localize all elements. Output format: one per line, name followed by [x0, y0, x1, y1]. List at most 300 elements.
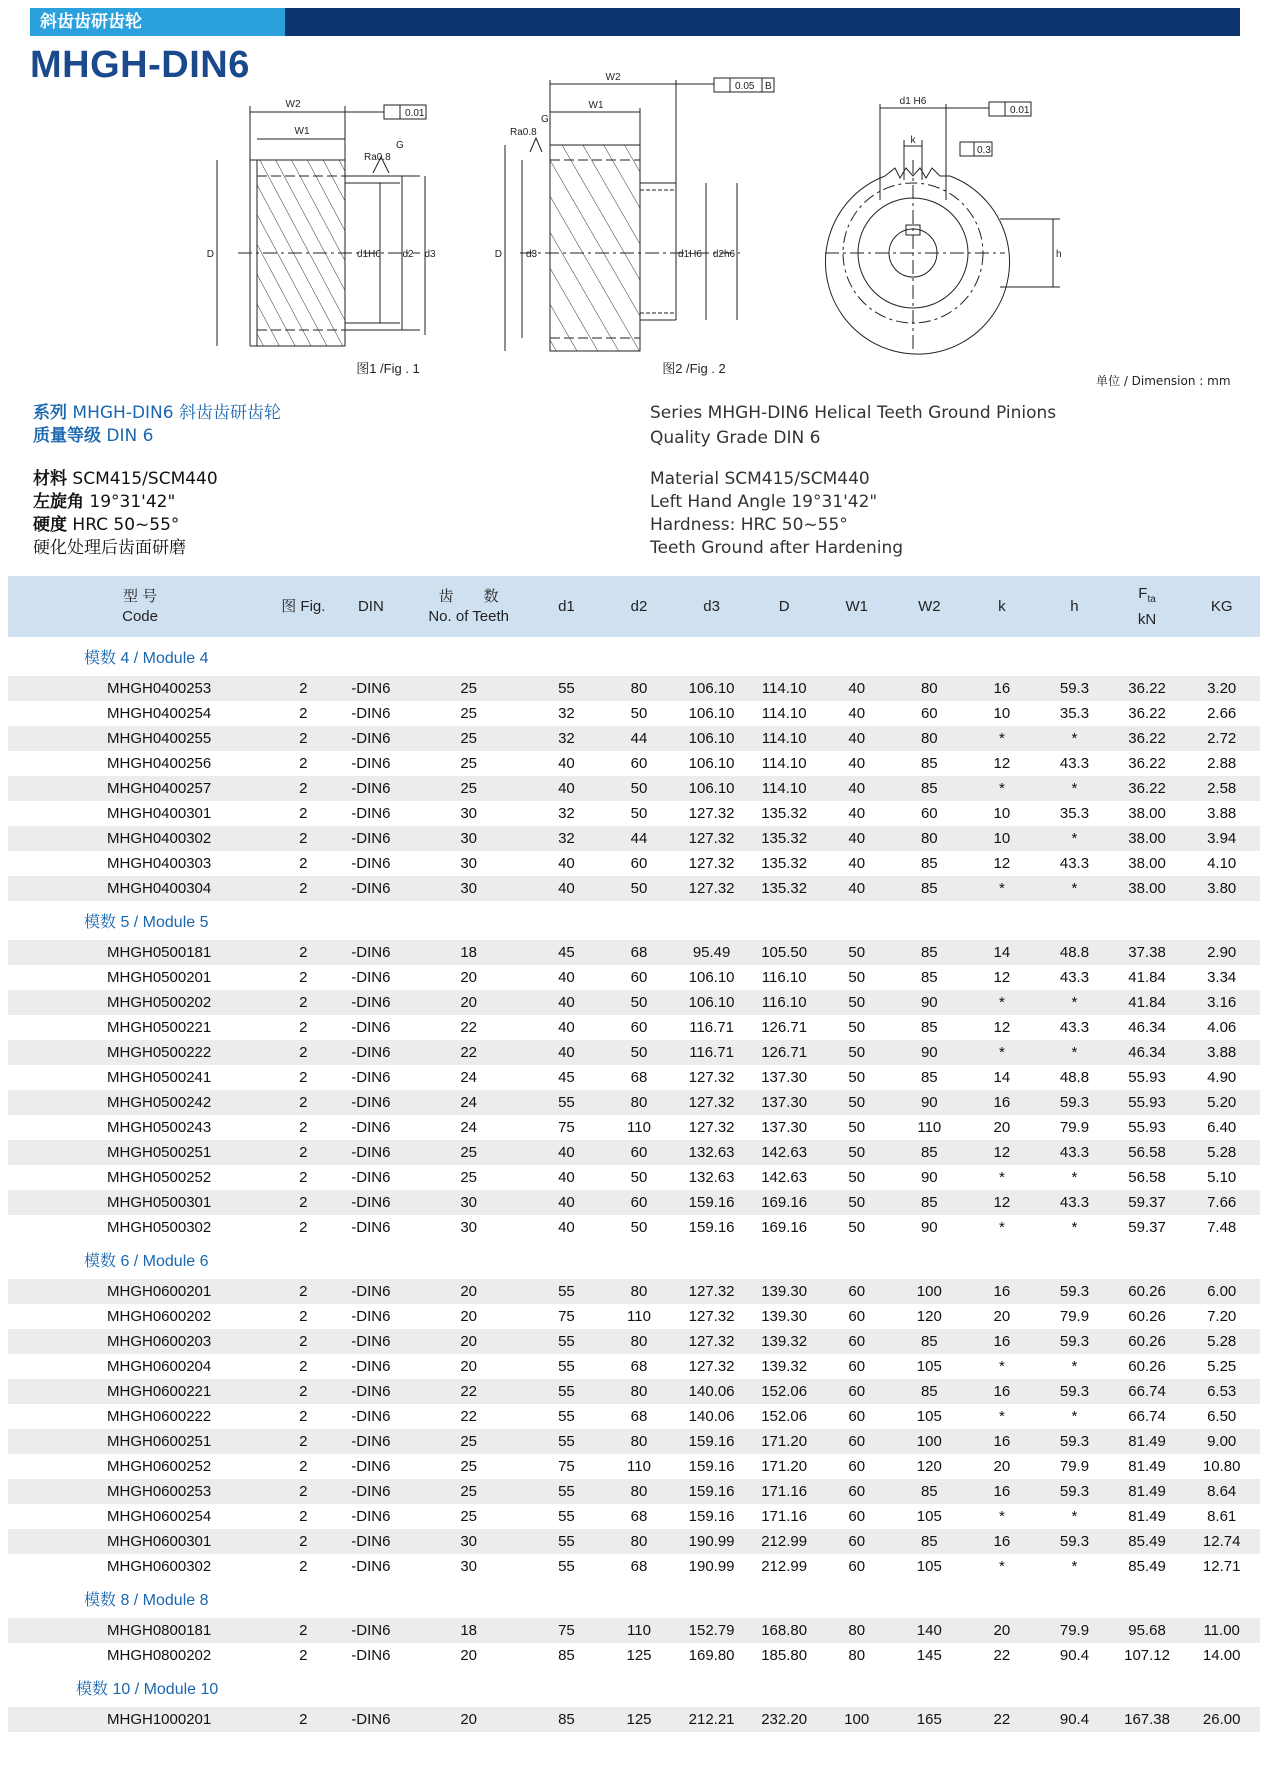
table-cell: 171.20: [761, 1458, 808, 1475]
table-cell: 41.84: [1128, 969, 1166, 986]
table-cell: 5.28: [1183, 1329, 1260, 1354]
table-cell: 25: [407, 776, 530, 801]
table-cell: *: [998, 1508, 1005, 1525]
table-cell: 30: [407, 876, 530, 901]
table-cell: 25: [407, 1479, 530, 1504]
table-cell: 50: [603, 776, 676, 801]
table-cell: 50: [603, 876, 676, 901]
table-cell: 16: [966, 1090, 1039, 1115]
table-cell: 20: [993, 1458, 1011, 1475]
table-row: [8, 1015, 1260, 1040]
table-cell: 20: [460, 1358, 477, 1375]
table-cell: *: [966, 876, 1039, 901]
table-cell: 40: [558, 755, 575, 772]
table-cell: 20: [460, 1647, 477, 1664]
section-row: [8, 901, 1260, 940]
table-cell: 137.30: [761, 1119, 808, 1136]
table-cell: 30: [460, 805, 477, 822]
table-cell: 50: [603, 990, 676, 1015]
table-cell: 40: [848, 705, 866, 722]
table-cell: 80: [603, 1379, 676, 1404]
table-cell: 171.16: [761, 1508, 808, 1525]
unit-note: 单位 / Dimension : mm: [1096, 374, 1231, 388]
table-cell: 2: [299, 1219, 308, 1236]
col-kg: KG: [1183, 576, 1260, 637]
table-cell: 59.3: [1038, 1479, 1111, 1504]
table-cell: 2: [299, 1558, 308, 1575]
table-row: [8, 965, 1260, 990]
table-cell: 55: [530, 1090, 603, 1115]
table-cell: -DIN6: [335, 1329, 408, 1354]
table-cell: 9.00: [1183, 1429, 1260, 1454]
table-cell: 68: [630, 1358, 648, 1375]
table-cell: 85: [893, 1329, 966, 1354]
code-cell: MHGH1000201: [8, 1707, 272, 1732]
table-cell: 165: [893, 1707, 966, 1732]
table-cell: 20: [407, 1329, 530, 1354]
table-cell: 81.49: [1111, 1479, 1184, 1504]
table-cell: 85: [558, 1647, 575, 1664]
table-cell: 50: [820, 1090, 893, 1115]
table-cell: 50: [820, 1190, 893, 1215]
table-cell: 79.9: [1059, 1458, 1090, 1475]
table-cell: 132.63: [675, 1140, 748, 1165]
table-cell: 2: [299, 805, 308, 822]
table-row: [8, 1429, 1260, 1454]
table-cell: 80: [603, 1090, 676, 1115]
fig1-ra-label: Ra0.8: [364, 152, 391, 163]
table-cell: 14: [993, 1069, 1011, 1086]
table-cell: 66.74: [1128, 1408, 1166, 1425]
table-row: [8, 1065, 1260, 1090]
table-cell: 59.3: [1038, 676, 1111, 701]
table-row: [8, 826, 1260, 851]
table-cell: 80: [603, 1429, 676, 1454]
table-cell: 6.00: [1183, 1279, 1260, 1304]
table-cell: 142.63: [761, 1169, 808, 1186]
table-cell: 171.16: [748, 1479, 821, 1504]
cn-material-label: 材料: [33, 469, 67, 489]
table-cell: 80: [603, 1529, 676, 1554]
table-cell: 75: [558, 1119, 575, 1136]
page-title: MHGH-DIN6: [30, 44, 250, 86]
table-cell: 60: [848, 1558, 866, 1575]
table-cell: 81.49: [1128, 1458, 1166, 1475]
table-cell: 50: [848, 1219, 866, 1236]
section-title: 模数 10 / Module 10: [76, 1681, 219, 1698]
table-cell: *: [1071, 1169, 1078, 1186]
code-cell: MHGH0400256: [107, 755, 212, 772]
table-cell: 80: [893, 676, 966, 701]
table-cell: 2: [299, 1508, 308, 1525]
section-row: [8, 1240, 1260, 1279]
table-cell: -DIN6: [335, 1190, 408, 1215]
table-cell: 40: [530, 876, 603, 901]
table-cell: 55: [558, 1558, 575, 1575]
table-cell: 137.30: [761, 1069, 808, 1086]
table-cell: 50: [820, 1140, 893, 1165]
table-cell: 60: [603, 1190, 676, 1215]
table-cell: 135.32: [748, 876, 821, 901]
table-cell: 114.10: [748, 776, 821, 801]
table-cell: 85: [893, 1479, 966, 1504]
table-cell: 185.80: [761, 1647, 808, 1664]
code-cell: MHGH0600222: [107, 1408, 212, 1425]
table-cell: 20: [993, 1119, 1011, 1136]
code-cell: MHGH0400255: [8, 726, 272, 751]
table-cell: 36.22: [1128, 755, 1166, 772]
code-cell: MHGH0500243: [107, 1119, 212, 1136]
table-cell: 40: [848, 855, 866, 872]
code-cell: MHGH0500252: [107, 1169, 212, 1186]
table-cell: 106.10: [675, 726, 748, 751]
table-cell: 2: [272, 1618, 334, 1643]
en-process-line: Teeth Ground after Hardening: [650, 538, 904, 558]
table-cell: 2: [299, 1169, 308, 1186]
table-cell: 110: [627, 1458, 651, 1475]
table-row: [8, 776, 1260, 801]
table-cell: *: [1071, 1358, 1078, 1375]
en-grade-line: Quality Grade DIN 6: [650, 428, 821, 448]
table-cell: 2: [272, 1429, 334, 1454]
table-cell: 40: [530, 1140, 603, 1165]
table-cell: 40: [530, 1190, 603, 1215]
table-cell: -DIN6: [335, 1529, 408, 1554]
table-cell: 168.80: [748, 1618, 821, 1643]
table-cell: 2.90: [1183, 940, 1260, 965]
table-cell: 20: [966, 1618, 1039, 1643]
code-cell: MHGH0500222: [8, 1040, 272, 1065]
table-cell: -DIN6: [335, 940, 408, 965]
table-cell: *: [998, 1169, 1005, 1186]
table-cell: 169.16: [748, 1190, 821, 1215]
table-cell: 46.34: [1128, 1019, 1166, 1036]
section-title: 模数 4 / Module 4: [84, 650, 209, 667]
table-row: [8, 751, 1260, 776]
table-cell: 159.16: [688, 1458, 735, 1475]
table-cell: *: [998, 1558, 1005, 1575]
table-cell: 30: [460, 1558, 477, 1575]
table-cell: *: [1071, 1408, 1078, 1425]
table-cell: 68: [630, 1558, 648, 1575]
table-cell: 159.16: [675, 1190, 748, 1215]
code-cell: MHGH0600254: [107, 1508, 212, 1525]
table-cell: 5.20: [1183, 1090, 1260, 1115]
table-cell: 85: [530, 1707, 603, 1732]
code-cell: MHGH0600252: [107, 1458, 212, 1475]
code-cell: MHGH0600204: [107, 1358, 212, 1375]
table-cell: *: [966, 990, 1039, 1015]
table-cell: *: [966, 1040, 1039, 1065]
table-cell: 55: [530, 1479, 603, 1504]
table-cell: 40: [820, 676, 893, 701]
table-cell: 40: [530, 1040, 603, 1065]
table-cell: 110: [917, 1119, 942, 1136]
table-cell: 132.63: [688, 1169, 735, 1186]
table-cell: 100: [893, 1279, 966, 1304]
table-cell: 159.16: [688, 1219, 735, 1236]
code-cell: MHGH0400301: [107, 805, 212, 822]
table-cell: 14: [966, 940, 1039, 965]
cn-series-value: MHGH-DIN6 斜齿齿研齿轮: [72, 403, 281, 423]
table-cell: 106.10: [688, 705, 735, 722]
table-cell: 20: [407, 1279, 530, 1304]
en-material-line: Material SCM415/SCM440: [650, 469, 870, 489]
table-cell: 2: [272, 990, 334, 1015]
section-title: 模数 5 / Module 5: [84, 914, 209, 931]
table-cell: 50: [630, 1169, 648, 1186]
table-cell: 139.32: [761, 1358, 808, 1375]
table-cell: 55: [558, 1508, 575, 1525]
table-cell: -DIN6: [351, 855, 391, 872]
table-cell: 41.84: [1111, 990, 1184, 1015]
table-cell: 85: [893, 1529, 966, 1554]
table-cell: 55.93: [1111, 1090, 1184, 1115]
table-cell: 46.34: [1111, 1040, 1184, 1065]
table-cell: 55.93: [1128, 1069, 1166, 1086]
table-row: [8, 1215, 1260, 1240]
table-cell: *: [998, 1219, 1005, 1236]
table-cell: 81.49: [1128, 1508, 1166, 1525]
fig1-w1-label: W1: [294, 126, 310, 137]
table-cell: 2.72: [1183, 726, 1260, 751]
en-hardness-line: Hardness: HRC 50~55°: [650, 515, 848, 535]
table-cell: 50: [630, 1219, 648, 1236]
table-cell: 60: [848, 1308, 866, 1325]
table-cell: 127.32: [688, 855, 735, 872]
table-cell: 38.00: [1111, 826, 1184, 851]
table-cell: -DIN6: [335, 676, 408, 701]
table-cell: 120: [916, 1308, 942, 1325]
col-din: DIN: [335, 576, 408, 637]
table-cell: 26.00: [1183, 1707, 1260, 1732]
table-cell: 55: [558, 1408, 575, 1425]
table-cell: 85: [893, 1379, 966, 1404]
table-cell: 55: [558, 1358, 575, 1375]
cn-angle-line: [33, 491, 175, 514]
table-cell: -DIN6: [351, 1019, 391, 1036]
table-cell: 45: [530, 940, 603, 965]
table-cell: 60: [920, 805, 938, 822]
table-cell: 2: [299, 705, 308, 722]
table-cell: 20: [407, 1707, 530, 1732]
cn-grade-value: DIN 6: [106, 426, 154, 446]
table-cell: 55: [530, 1429, 603, 1454]
table-cell: 32: [558, 805, 575, 822]
table-cell: 60: [820, 1379, 893, 1404]
table-row: [8, 1165, 1260, 1190]
table-cell: 2: [299, 1458, 308, 1475]
table-cell: 105.50: [748, 940, 821, 965]
table-cell: 24: [460, 1069, 477, 1086]
code-cell: MHGH0500221: [107, 1019, 212, 1036]
table-cell: 60: [820, 1529, 893, 1554]
table-cell: 30: [407, 1190, 530, 1215]
table-cell: 50: [820, 1040, 893, 1065]
table-cell: 140.06: [688, 1408, 735, 1425]
table-cell: 32: [530, 726, 603, 751]
table-cell: -DIN6: [351, 1219, 391, 1236]
table-cell: 32: [530, 826, 603, 851]
table-cell: 2: [272, 826, 334, 851]
table-cell: 25: [460, 1508, 477, 1525]
table-cell: 105: [916, 1558, 942, 1575]
table-row: [8, 1090, 1260, 1115]
table-cell: 100: [893, 1429, 966, 1454]
table-cell: 55: [530, 1529, 603, 1554]
table-cell: 127.32: [688, 1358, 735, 1375]
table-cell: -DIN6: [351, 969, 391, 986]
table-cell: 80: [848, 1647, 866, 1664]
table-cell: 48.8: [1059, 1069, 1090, 1086]
col-h: h: [1038, 576, 1111, 637]
table-cell: 10: [966, 826, 1039, 851]
table-cell: 20: [407, 990, 530, 1015]
table-cell: 95.68: [1111, 1618, 1184, 1643]
fig1-g-label: G: [396, 140, 404, 151]
code-cell: MHGH0500181: [8, 940, 272, 965]
table-cell: 25: [460, 755, 477, 772]
table-cell: 2: [272, 1279, 334, 1304]
table-cell: -DIN6: [351, 805, 391, 822]
table-cell: 85: [893, 1190, 966, 1215]
fig3-h-label: h: [1056, 249, 1062, 260]
table-row: [8, 1504, 1260, 1529]
table-cell: 114.10: [748, 726, 821, 751]
table-cell: 25: [460, 705, 477, 722]
table-row: [8, 1329, 1260, 1354]
table-cell: 85: [920, 855, 938, 872]
fig2-D-label: D: [494, 249, 502, 260]
table-cell: 36.22: [1111, 726, 1184, 751]
table-cell: 40: [820, 876, 893, 901]
table-cell: 60: [820, 1429, 893, 1454]
col-d2: d2: [603, 576, 676, 637]
table-cell: 50: [603, 1040, 676, 1065]
table-cell: 60.26: [1111, 1329, 1184, 1354]
code-cell: MHGH0600251: [8, 1429, 272, 1454]
table-cell: 22: [407, 1040, 530, 1065]
table-row: [8, 876, 1260, 901]
table-cell: 139.30: [748, 1279, 821, 1304]
table-cell: 2: [299, 1119, 308, 1136]
table-cell: 139.32: [748, 1329, 821, 1354]
table-cell: 40: [820, 826, 893, 851]
table-cell: 30: [407, 826, 530, 851]
table-cell: 32: [558, 705, 575, 722]
table-cell: 90: [893, 1040, 966, 1065]
table-cell: 3.88: [1207, 805, 1237, 822]
table-cell: 2: [272, 940, 334, 965]
table-cell: 80: [820, 1618, 893, 1643]
table-cell: 43.3: [1038, 1140, 1111, 1165]
fig2-d3-label: d3: [526, 249, 538, 260]
table-row: [8, 990, 1260, 1015]
table-cell: 12: [966, 1190, 1039, 1215]
fig3-d1-label: d1 H6: [899, 96, 927, 107]
table-row: [8, 940, 1260, 965]
code-cell: MHGH0400304: [8, 876, 272, 901]
table-cell: 4.10: [1207, 855, 1237, 872]
table-cell: -DIN6: [351, 1358, 391, 1375]
en-angle-line: Left Hand Angle 19°31'42": [650, 492, 878, 512]
table-cell: 40: [848, 805, 866, 822]
table-cell: 20: [993, 1308, 1011, 1325]
table-cell: *: [1038, 776, 1111, 801]
code-cell: MHGH0500202: [8, 990, 272, 1015]
table-cell: 55: [530, 1329, 603, 1354]
table-cell: 60: [848, 1358, 866, 1375]
table-cell: 12: [993, 855, 1011, 872]
table-cell: 16: [966, 1329, 1039, 1354]
table-cell: 169.80: [688, 1647, 735, 1664]
table-cell: 6.40: [1207, 1119, 1237, 1136]
table-cell: *: [998, 1358, 1005, 1375]
fig2-caption: 图2 /Fig . 2: [662, 361, 726, 376]
table-cell: 110: [603, 1618, 676, 1643]
table-row: [8, 801, 1260, 826]
table-cell: 6.50: [1207, 1408, 1237, 1425]
cn-material-value: SCM415/SCM440: [72, 469, 218, 489]
table-cell: 212.21: [675, 1707, 748, 1732]
table-cell: 2: [272, 1329, 334, 1354]
table-cell: 16: [966, 1279, 1039, 1304]
table-cell: 137.30: [748, 1090, 821, 1115]
table-cell: 40: [530, 776, 603, 801]
section-row: [8, 637, 1260, 676]
table-cell: 56.58: [1128, 1169, 1166, 1186]
table-cell: 59.37: [1111, 1190, 1184, 1215]
table-cell: -DIN6: [335, 1140, 408, 1165]
table-cell: 40: [558, 1219, 575, 1236]
table-cell: 95.49: [675, 940, 748, 965]
col-d3: d3: [675, 576, 748, 637]
table-cell: 90.4: [1038, 1707, 1111, 1732]
table-cell: 2: [299, 969, 308, 986]
table-cell: 2: [299, 1308, 308, 1325]
table-cell: 85: [893, 876, 966, 901]
table-cell: 4.06: [1207, 1019, 1237, 1036]
table-cell: 140.06: [675, 1379, 748, 1404]
table-cell: -DIN6: [351, 1558, 391, 1575]
table-cell: 212.99: [761, 1558, 808, 1575]
fig2-tol-label: 0.05: [735, 81, 755, 92]
code-cell: MHGH0400253: [8, 676, 272, 701]
table-cell: 127.32: [688, 1308, 735, 1325]
col-fig: 图 Fig.: [272, 576, 334, 637]
table-cell: 140: [893, 1618, 966, 1643]
table-cell: 18: [407, 940, 530, 965]
table-cell: 2: [299, 1647, 308, 1664]
table-cell: 80: [603, 676, 676, 701]
table-row: [8, 1354, 1260, 1379]
table-cell: *: [1071, 1219, 1078, 1236]
code-cell: MHGH0500201: [107, 969, 212, 986]
table-cell: 127.32: [675, 826, 748, 851]
table-cell: 2: [272, 1707, 334, 1732]
table-cell: 114.10: [748, 676, 821, 701]
table-cell: 55: [530, 1379, 603, 1404]
table-cell: 44: [603, 826, 676, 851]
table-cell: 171.20: [748, 1429, 821, 1454]
code-cell: MHGH0600253: [8, 1479, 272, 1504]
table-cell: -DIN6: [351, 1069, 391, 1086]
table-cell: 60: [820, 1329, 893, 1354]
table-cell: 2: [272, 1479, 334, 1504]
table-cell: 16: [966, 676, 1039, 701]
table-header-row: [8, 576, 1260, 637]
table-cell: 50: [848, 1019, 866, 1036]
